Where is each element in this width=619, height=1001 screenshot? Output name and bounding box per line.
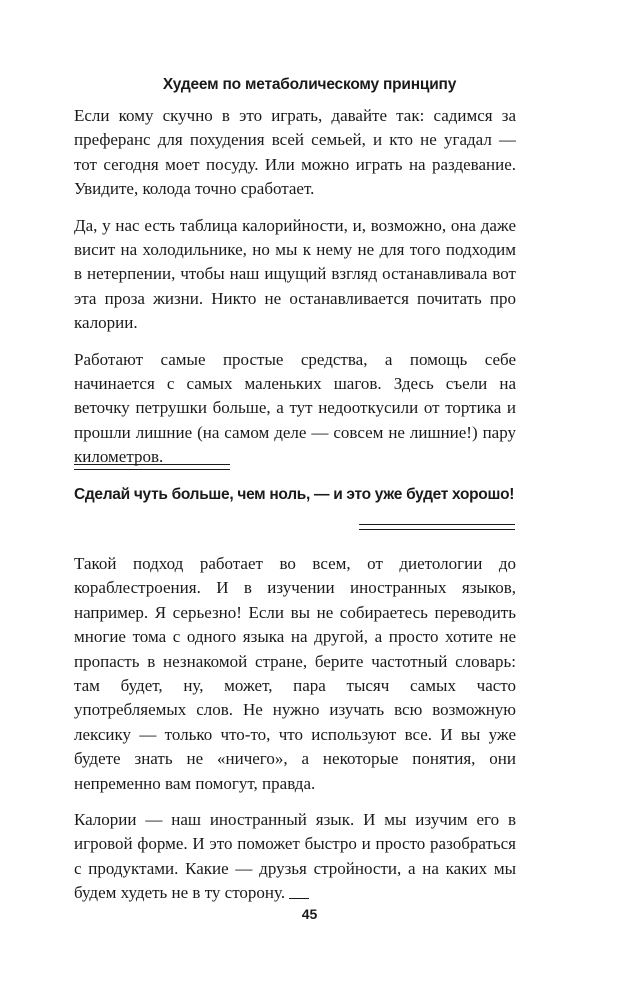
paragraph: Если кому скучно в это играть, давайте так: садимся за преферанс для похудения всей семьей, и кто не угадал — тот сегодня моет посуду. Или можно играть на раздевание. Увидите, колода точно сработает. xyxy=(74,106,516,199)
callout-rule-bottom xyxy=(359,524,515,530)
running-head-title: Худеем по метаболическому принципу xyxy=(162,76,457,93)
callout-rule-top xyxy=(74,464,230,470)
body-text-top xyxy=(74,104,516,482)
body-text-bottom xyxy=(74,552,516,918)
paragraph: Работают самые простые средства, а помощь себе начинается с самых маленьких шагов. Здесь съели на веточку петрушки больше, а тут недооткусили от тортика и прошли лишние (на самом деле — совсем не лишние!) пару километров. xyxy=(74,349,516,467)
page-number: 45 xyxy=(301,906,318,922)
paragraph: Да, у нас есть таблица калорийности, и, возможно, она даже висит на холодильнике, но мы к нему не для того подходим в нетерпении, чтобы наш ищущий взгляд останавливала вот эта проза жизни. Никто не останавливается почитать про калории. xyxy=(74,215,516,333)
paragraph: Калории — наш иностранный язык. И мы изучим его в игровой форме. И это поможет быстро и просто разобраться с продуктами. Какие — друзья стройности, а на каких мы будем худеть не в ту сторону. xyxy=(74,810,516,903)
page-number-rule xyxy=(289,898,309,899)
callout-text: Сделай чуть больше, чем ноль, — и это уже будет хорошо! xyxy=(74,486,515,503)
paragraph: Такой подход работает во всем, от диетологии до кораблестроения. И в изучении иностранных языков, например. Я серьезно! Если вы не собираетесь переводить многие тома с одного языка на другой, а просто хотите не пропасть в незнакомой стране, берите частотный словарь: там будет, ну, может, пара тысяч самых часто употребляемых слов. Не нужно изучать всю возможную лексику — только что-то, что используют все. И вы уже будете знать не «ничего», а некоторые понятия, они непременно вам помогут, правда. xyxy=(74,554,516,793)
